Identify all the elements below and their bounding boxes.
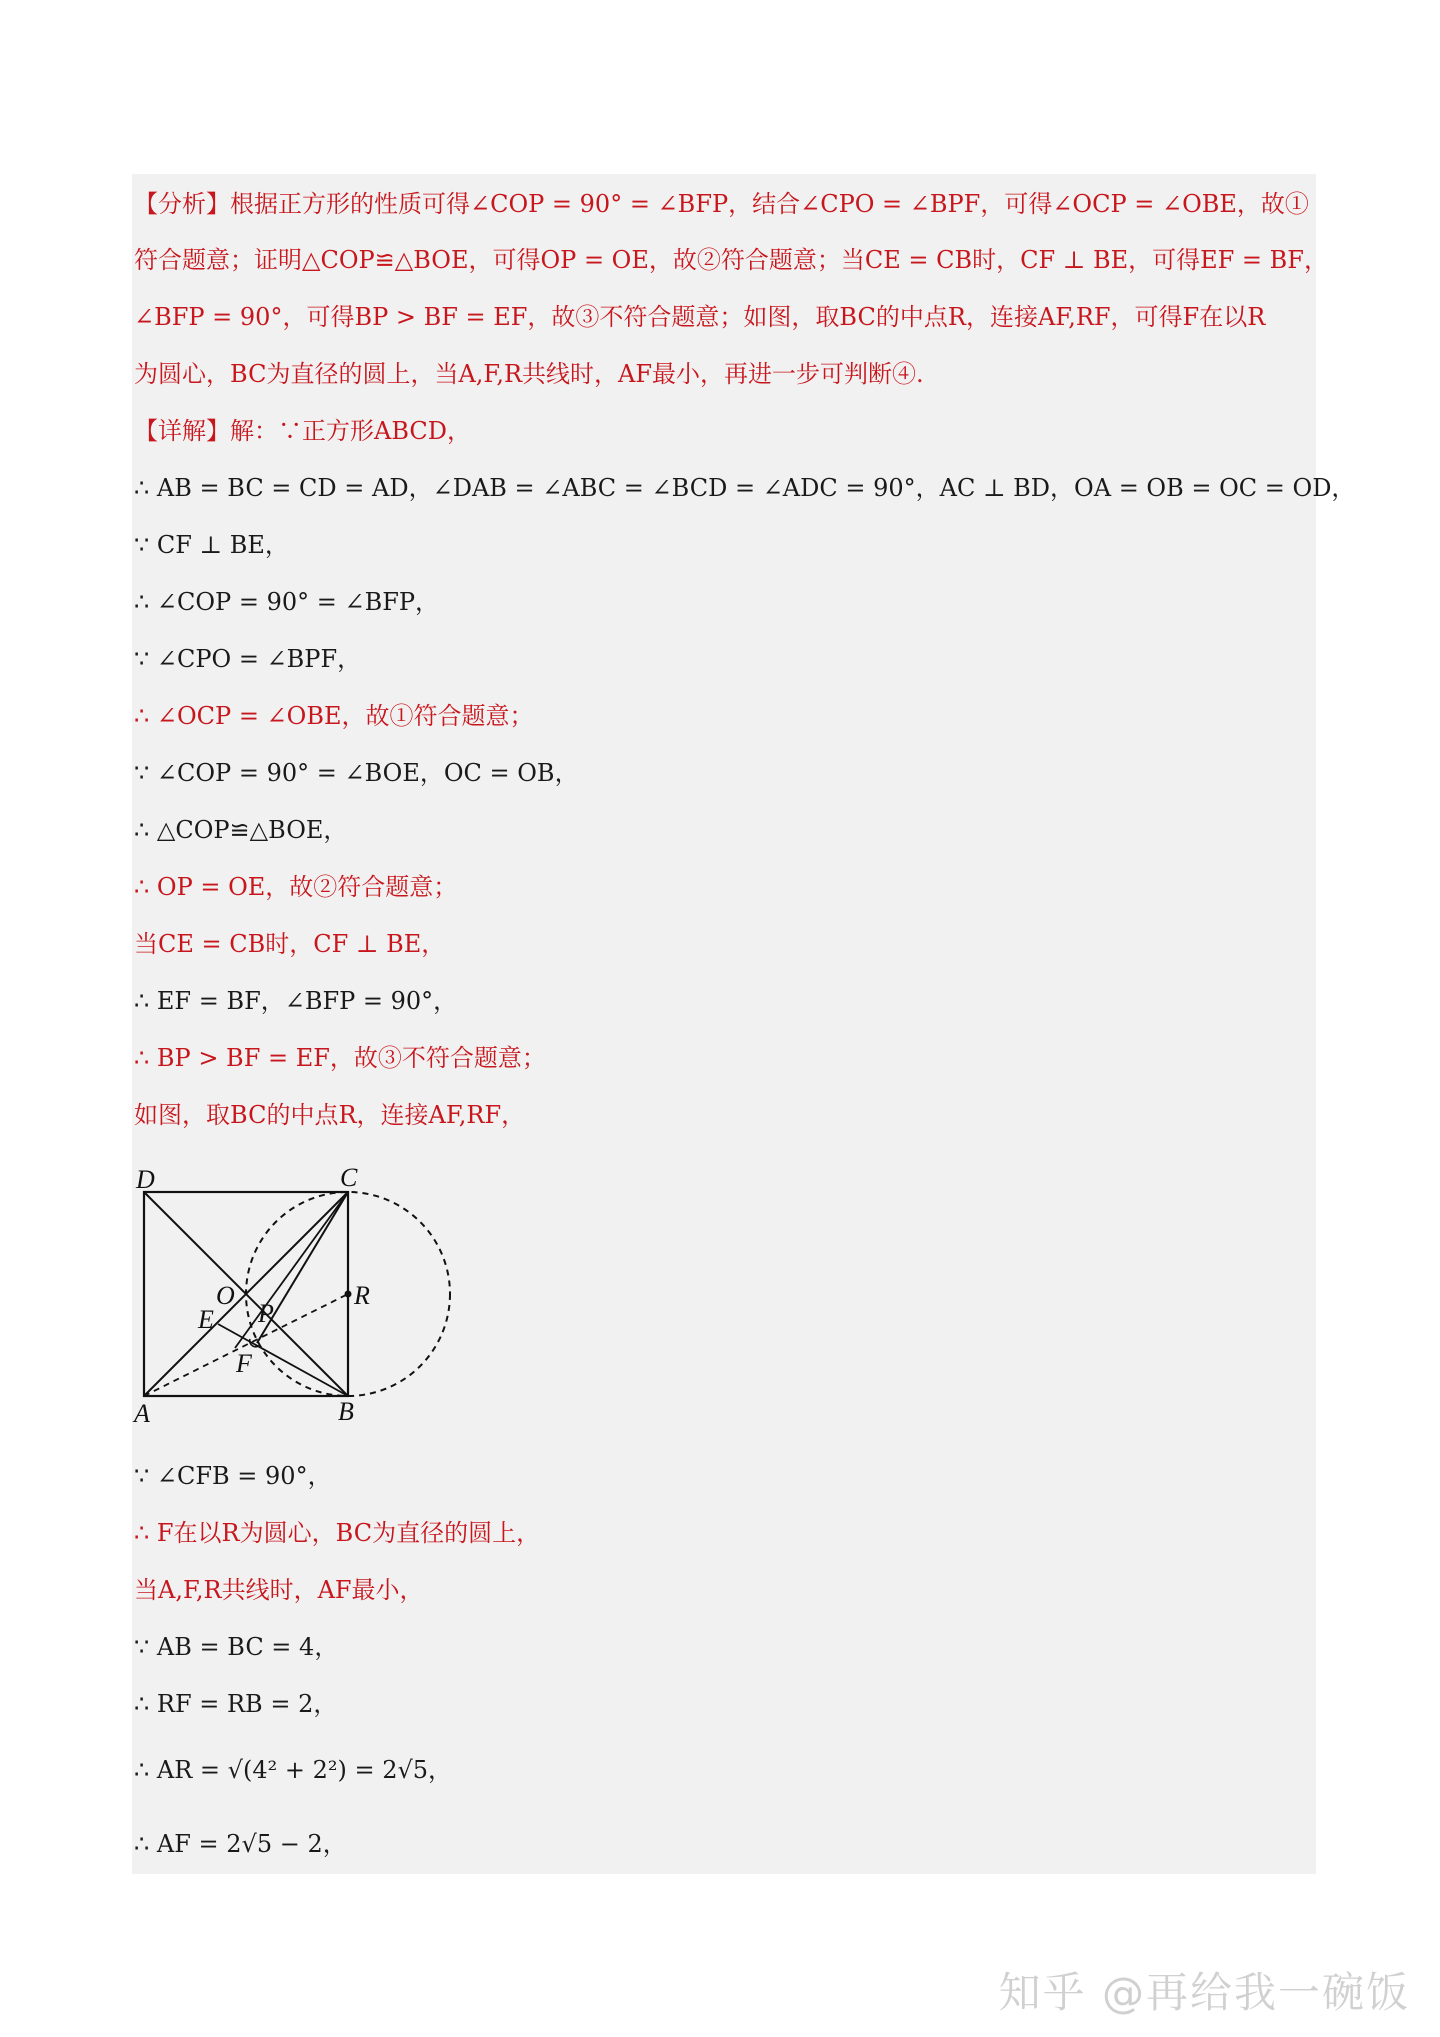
line-ar	[144, 1294, 348, 1396]
analysis-line-1: 【分析】根据正方形的性质可得∠COP = 90° = ∠BFP，结合∠CPO = ∠BPF，可得∠OCP = ∠OBE，故①	[134, 190, 1309, 218]
solution-line-11: ∴ EF = BF，∠BFP = 90°，	[134, 987, 458, 1015]
solution-line-6: ∴ ∠OCP = ∠OBE，故①符合题意；	[134, 702, 534, 730]
solution-line-12: ∴ BP > BF = EF，故③不符合题意；	[134, 1044, 546, 1072]
solution-line-17: ∵ AB = BC = 4，	[134, 1633, 339, 1661]
line-ce	[235, 1192, 348, 1348]
solution-line-5: ∵ ∠CPO = ∠BPF，	[134, 645, 362, 673]
solution-line-13: 如图，取BC的中点R，连接AF,RF，	[134, 1101, 526, 1129]
solution-line-15: ∴ F在以R为圆心，BC为直径的圆上，	[134, 1519, 541, 1547]
point-r	[345, 1291, 352, 1298]
solution-line-14: ∵ ∠CFB = 90°，	[134, 1462, 332, 1490]
label-b: B	[338, 1397, 354, 1426]
label-e: E	[198, 1305, 214, 1334]
solution-line-16: 当A,F,R共线时，AF最小，	[134, 1576, 424, 1604]
label-o: O	[216, 1281, 235, 1310]
solution-line-2: ∴ AB = BC = CD = AD，∠DAB = ∠ABC = ∠BCD = ∠ADC = 90°，AC ⊥ BD，OA = OB = OC = OD，	[134, 474, 1356, 502]
analysis-line-3: ∠BFP = 90°，可得BP > BF = EF，故③不符合题意；如图，取BC的中点R，连接AF,RF，可得F在以R	[134, 303, 1266, 331]
label-p: P	[258, 1299, 274, 1328]
solution-line-8: ∴ △COP≌△BOE，	[134, 816, 348, 844]
label-r: R	[354, 1281, 370, 1310]
label-a: A	[134, 1399, 150, 1428]
label-c: C	[340, 1163, 358, 1192]
analysis-line-4: 为圆心，BC为直径的圆上，当A,F,R共线时，AF最小，再进一步可判断④.	[134, 360, 924, 388]
solution-line-1: 【详解】解：∵正方形ABCD，	[134, 417, 472, 445]
solution-line-10: 当CE = CB时，CF ⊥ BE，	[134, 930, 446, 958]
geometry-diagram	[128, 1158, 468, 1428]
solution-line-19: ∴ AR = √(4² + 2²) = 2√5，	[134, 1756, 453, 1784]
analysis-line-2: 符合题意；证明△COP≌△BOE，可得OP = OE，故②符合题意；当CE = CB时，CF ⊥ BE，可得EF = BF，	[134, 246, 1328, 274]
solution-line-7: ∵ ∠COP = 90° = ∠BOE，OC = OB，	[134, 759, 579, 787]
solution-line-3: ∵ CF ⊥ BE，	[134, 531, 289, 559]
solution-line-4: ∴ ∠COP = 90° = ∠BFP，	[134, 588, 440, 616]
solution-line-18: ∴ RF = RB = 2，	[134, 1690, 338, 1718]
label-f: F	[236, 1349, 252, 1378]
solution-line-20: ∴ AF = 2√5 − 2，	[134, 1830, 347, 1858]
solution-line-9: ∴ OP = OE，故②符合题意；	[134, 873, 458, 901]
label-d: D	[136, 1165, 155, 1194]
watermark: 知乎 @再给我一碗饭	[998, 1968, 1410, 2017]
